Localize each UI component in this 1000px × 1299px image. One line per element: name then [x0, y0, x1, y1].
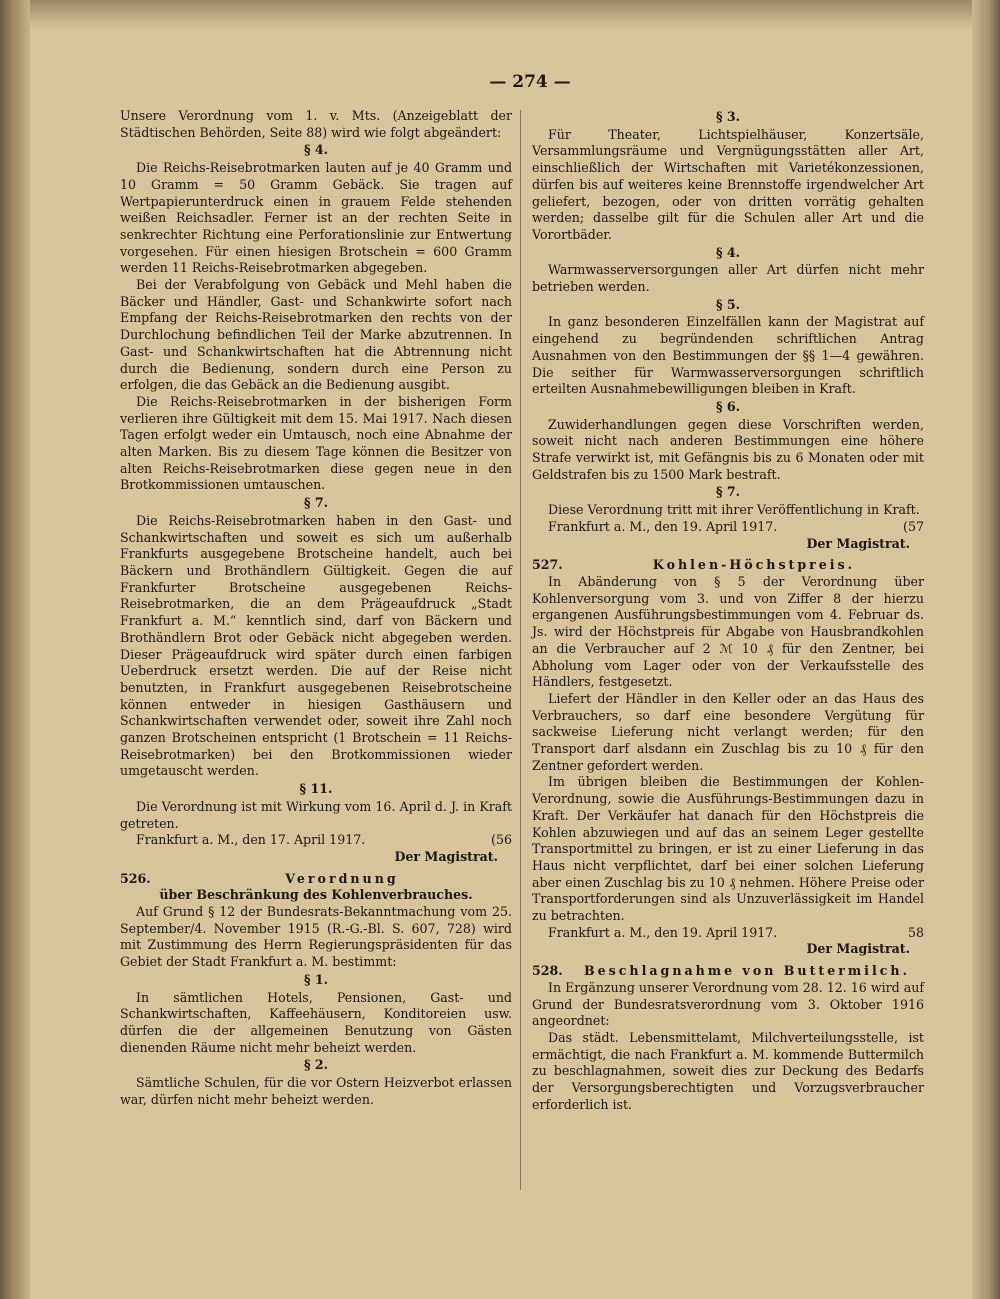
section-heading: § 7. — [715, 484, 741, 500]
entry-subtitle: über Beschränkung des Kohlenverbrauches. — [159, 887, 473, 903]
paragraph: In Abänderung von § 5 der Verordnung über Kohlenversorgung vom 3. und von Ziffer 8 der hierzu ergangenen Ausführungsbestimmungen vom 4. Februar ds. Js. wird der Höchstpreis für Abgabe von Hausbrandkohlen an die Verbraucher auf 2 ℳ 10 ₰ für den Zentner, bei Abholung vom Lager oder von der Verkaufsstelle des Händlers, festgesetzt. — [532, 573, 924, 690]
date-line — [120, 832, 512, 849]
entry-heading — [120, 871, 512, 888]
entry-number: 526. — [120, 870, 151, 886]
signature: Der Magistrat. — [806, 535, 910, 551]
paragraph: In sämtlichen Hotels, Pensionen, Gast- und Schankwirtschaften, Kaffeehäusern, Konditoreien usw. dürfen die der allgemeinen Benutzung von Gästen dienenden Räume nicht mehr beheizt werden. — [120, 989, 512, 1055]
section-heading: § 11. — [299, 781, 333, 797]
paragraph: Die Verordnung ist mit Wirkung vom 16. April d. J. in Kraft getreten. — [120, 798, 512, 831]
section-heading: § 4. — [715, 244, 741, 260]
paragraph: Diese Verordnung tritt mit ihrer Veröffentlichung in Kraft. — [548, 502, 920, 518]
paragraph: Für Theater, Lichtspielhäuser, Konzertsäle, Versammlungsräume und Vergnügungsstätten aller Art, einschließlich der Wirtschaften mit Varietékonzessionen, dürfen bis auf weiteres keine Brennstoffe irgendwelcher Art geliefert, bezogen, oder von dritten vorrätig gehalten werden; dasselbe gilt für die Schulen aller Art und die Vorortbäder. — [532, 126, 924, 242]
entry-number: 527. — [532, 557, 563, 573]
page-top-edge — [30, 0, 972, 30]
right-column — [532, 108, 924, 1113]
section-heading: § 4. — [303, 142, 329, 158]
section-heading: § 2. — [303, 1057, 329, 1073]
paragraph: Das städt. Lebensmittelamt, Milchverteilungsstelle, ist ermächtigt, die nach Frankfurt a. M. kommende Buttermilch zu beschlagnahmen, soweit dies zur Deckung des Bedarfs der Versorgungsberechtigten und Vorzugsverbraucher erforderlich ist. — [532, 1029, 924, 1112]
entry-title: Beschlagnahme von Buttermilch. — [584, 963, 910, 979]
entry-number: 528. — [532, 963, 563, 979]
paragraph: Warmwasserversorgungen aller Art dürfen nicht mehr betrieben werden. — [532, 262, 924, 295]
signature: Der Magistrat. — [394, 848, 498, 864]
reference-number: (56 — [491, 832, 512, 848]
paragraph: Die Reichs-Reisebrotmarken haben in den Gast- und Schankwirtschaften und soweit es sich um außerhalb Frankfurts ausgegebene Brotscheine handelt, auch bei Bäckern und Brothändlern Gültigkeit. Gegen die auf Frankfurter Brotscheine ausgegebenen Reichs-Reisebrotmarken, die an dem Prägeaufdruck „Stadt Frankfurt a. M.“ kenntlich sind, darf von Bäckern und Brothändlern Brot oder Gebäck nicht abgegeben werden. Dieser Prägeaufdruck wird später durch einen farbigen Ueberdruck ersetzt werden. Die auf der Reise nicht benutzten, in Frankfurt ausgegebenen Reisebrotscheine können entweder in hiesigen Gasthäusern und Schankwirtschaften verwendet oder, soweit ihre Zahl noch ganzen Brotscheinen entspricht (1 Brotschein = 11 Reichs-Reisebrotmarken) bei den Brotkommissionen wieder umgetauscht werden. — [120, 512, 512, 779]
paragraph: In ganz besonderen Einzelfällen kann der Magistrat auf eingehend zu begründenden schriftlichen Antrag Ausnahmen von den Bestimmungen der §§ 1—4 gewähren. Die seither für Warmwasserversorgungen schriftlich erteilten Ausnahmebewilligungen bleiben in Kraft. — [532, 314, 924, 397]
intro-text: Unsere Verordnung vom 1. v. Mts. (Anzeigeblatt der Städtischen Behörden, Seite 88) wird wie folgt abgeändert: — [120, 108, 512, 140]
entry-title: Verordnung — [285, 870, 399, 886]
paragraph: Im übrigen bleiben die Bestimmungen der Kohlen-Verordnung, sowie die Ausführungs-Bestimmungen dazu in Kraft. Der Verkäufer hat danach für den Höchstpreis die Kohlen abzuwiegen und auf das an seinem Leger gestellte Transportmittel zu bringen, er ist zu einer Lieferung in das Haus nicht verpflichtet, darf bei einer solchen Lieferung aber einen Zuschlag bis zu 10 ₰ nehmen. Höhere Preise oder Transportforderungen sind als Unzuverlässigkeit im Handel zu betrachten. — [532, 774, 924, 924]
reference-number: (57 — [903, 518, 924, 534]
date-text: Frankfurt a. M., den 19. April 1917. — [548, 518, 778, 534]
book-binding-edge — [0, 0, 30, 1299]
section-heading: § 5. — [715, 296, 741, 312]
paragraph: Bei der Verabfolgung von Gebäck und Mehl haben die Bäcker und Händler, Gast- und Schankwirte sofort nach Empfang der Reichs-Reisebrotmarken den rechts von der Durchlochung befindlichen Teil der Marke abzutrennen. In Gast- und Schankwirtschaften hat die Abtrennung nicht durch die Bedienung, sondern durch eine Person zu erfolgen, die das Gebäck an die Bedienung ausgibt. — [120, 277, 512, 393]
column-divider — [520, 110, 521, 1190]
paragraph: Die Reichs-Reisebrotmarken lauten auf je 40 Gramm und 10 Gramm = 50 Gramm Gebäck. Sie tragen auf Wertpapierunterdruck einen in grauem Felde stehenden weißen Reichsadler. Ferner ist an der rechten Seite in senkrechter Richtung eine Perforationslinie zur Entwertung vorgesehen. Für einen hiesigen Brotschein = 600 Gramm werden 11 Reichs-Reisebrotmarken abgegeben. — [120, 160, 512, 276]
page-number: — 274 — — [489, 72, 571, 92]
section-heading: § 7. — [303, 495, 329, 511]
paragraph: Zuwiderhandlungen gegen diese Vorschriften werden, soweit nicht nach anderen Bestimmungen eine höhere Strafe verwirkt ist, mit Gefängnis bis zu 6 Monaten oder mit Geldstrafen bis zu 1500 Mark bestraft. — [532, 416, 924, 482]
date-text: Frankfurt a. M., den 17. April 1917. — [136, 832, 366, 848]
section-heading: § 3. — [715, 109, 741, 124]
left-column — [120, 108, 512, 1108]
signature: Der Magistrat. — [806, 941, 910, 957]
section-heading: § 1. — [303, 971, 329, 987]
entry-heading — [532, 557, 924, 574]
section-heading: § 6. — [715, 398, 741, 414]
paragraph: Liefert der Händler in den Keller oder an das Haus des Verbrauchers, so darf eine besondere Vergütung für sackweise Lieferung nicht verlangt werden; für den Transport darf alsdann ein Zuschlag bis zu 10 ₰ für den Zentner gefordert werden. — [532, 690, 924, 773]
reference-number: 58 — [907, 924, 924, 940]
page-right-edge — [972, 0, 1000, 1299]
date-line — [532, 519, 924, 536]
date-line — [532, 925, 924, 942]
entry-title: Kohlen-Höchstpreis. — [652, 557, 856, 573]
paragraph: Die Reichs-Reisebrotmarken in der bisherigen Form verlieren ihre Gültigkeit mit dem 15. Mai 1917. Nach diesen Tagen erfolgt weder ein Umtausch, noch eine Abnahme der alten Marken. Bis zu diesem Tage können die Besitzer von alten Reichs-Reisebrotmarken diese gegen neue in den Brotkommissionen umtauschen. — [120, 393, 512, 493]
entry-heading — [532, 963, 924, 980]
paragraph: In Ergänzung unserer Verordnung vom 28. 12. 16 wird auf Grund der Bundesratsverordnung vom 3. Oktober 1916 angeordnet: — [532, 979, 924, 1029]
paragraph: Auf Grund § 12 der Bundesrats-Bekanntmachung vom 25. September/4. November 1915 (R.-G.-Bl. S. 607, 728) wird mit Zustimmung des Herrn Regierungspräsidenten für das Gebiet der Stadt Frankfurt a. M. bestimmt: — [120, 904, 512, 970]
paragraph: Sämtliche Schulen, für die vor Ostern Heizverbot erlassen war, dürfen nicht mehr beheizt werden. — [120, 1075, 512, 1107]
date-text: Frankfurt a. M., den 19. April 1917. — [548, 924, 778, 940]
